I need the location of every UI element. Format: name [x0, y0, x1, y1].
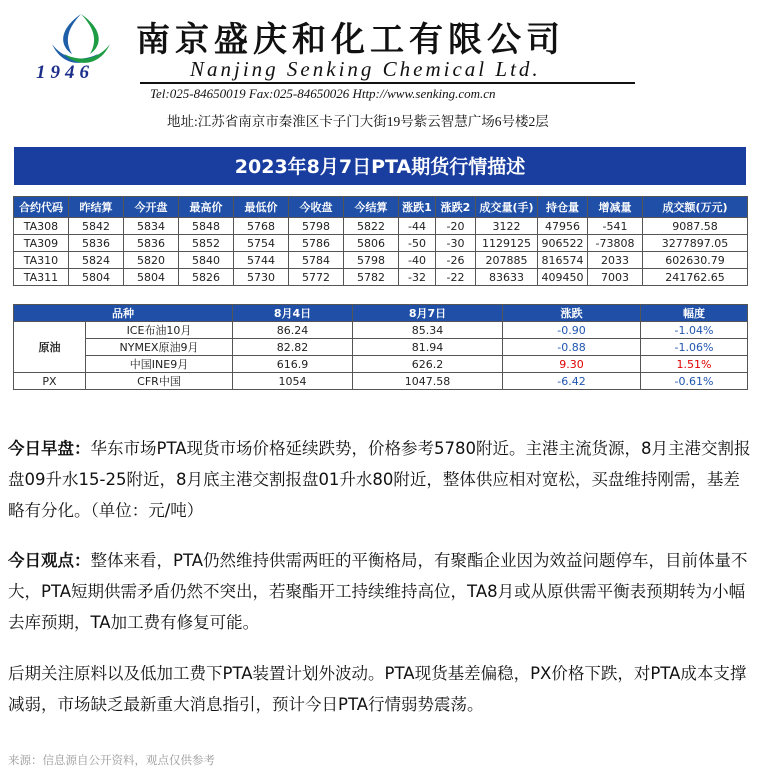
change-cell: -0.88	[503, 339, 641, 356]
table-cell: 5798	[344, 252, 399, 269]
commodity-table	[13, 304, 748, 390]
table-cell: -73808	[588, 235, 643, 252]
table-cell: 207885	[476, 252, 538, 269]
table-cell: 85.34	[353, 322, 503, 339]
futures-table	[13, 196, 748, 286]
table-cell: 1129125	[476, 235, 538, 252]
table-cell: 5772	[289, 269, 344, 286]
table-cell: 9087.58	[643, 218, 748, 235]
column-header: 成交量(手)	[476, 197, 538, 218]
percent-cell: 1.51%	[641, 356, 748, 373]
column-header: 8月7日	[353, 305, 503, 322]
table-cell: 81.94	[353, 339, 503, 356]
table-cell: 5848	[179, 218, 234, 235]
percent-cell: -1.04%	[641, 322, 748, 339]
table-cell: 5824	[69, 252, 124, 269]
percent-cell: -1.06%	[641, 339, 748, 356]
table-cell: 中国INE9月	[86, 356, 233, 373]
column-header: 涨跌	[503, 305, 641, 322]
table-cell: 82.82	[233, 339, 353, 356]
table-cell: 86.24	[233, 322, 353, 339]
table-cell: 409450	[538, 269, 588, 286]
table-cell: 3122	[476, 218, 538, 235]
outlook-paragraph: 后期关注原料以及低加工费下PTA装置计划外波动。PTA现货基差偏稳，PX价格下跌，对PTA成本支撑减弱，市场缺乏最新重大消息指引，预计今日PTA行情弱势震荡。	[8, 664, 747, 714]
contact-info: Tel:025-84650019 Fax:025-84650026 Http://www.senking.com.cn	[150, 86, 496, 101]
table-cell: 616.9	[233, 356, 353, 373]
column-header: 涨跌1	[399, 197, 436, 218]
table-cell: 5768	[234, 218, 289, 235]
table-cell: -541	[588, 218, 643, 235]
table-cell: 5744	[234, 252, 289, 269]
table-row	[14, 373, 748, 390]
table-cell: -30	[436, 235, 476, 252]
table-cell: 5822	[344, 218, 399, 235]
column-header: 昨结算	[69, 197, 124, 218]
table-row	[14, 218, 748, 235]
column-header: 品种	[14, 305, 233, 322]
table-cell: 5836	[69, 235, 124, 252]
table-cell: 5840	[179, 252, 234, 269]
view-paragraph	[8, 545, 753, 638]
table-cell: 816574	[538, 252, 588, 269]
table-row	[14, 339, 748, 356]
commodity-header-row	[14, 305, 748, 322]
table-cell: -44	[399, 218, 436, 235]
column-header: 涨跌2	[436, 197, 476, 218]
morning-label: 今日早盘：	[8, 439, 91, 458]
column-header: 幅度	[641, 305, 748, 322]
table-cell: 5782	[344, 269, 399, 286]
column-header: 成交额(万元)	[643, 197, 748, 218]
table-cell: -22	[436, 269, 476, 286]
table-cell: TA309	[14, 235, 69, 252]
table-cell: 83633	[476, 269, 538, 286]
column-header: 持仓量	[538, 197, 588, 218]
founding-year: 1946	[36, 62, 94, 83]
table-cell: 5820	[124, 252, 179, 269]
table-cell: 5804	[69, 269, 124, 286]
column-header: 增减量	[588, 197, 643, 218]
morning-paragraph	[8, 433, 753, 526]
table-cell: TA308	[14, 218, 69, 235]
percent-cell: -0.61%	[641, 373, 748, 390]
morning-text: 华东市场PTA现货市场价格延续跌势，价格参考5780附近。主港主流货源，8月主港交割报盘09升水15-25附近，8月底主港交割报盘01升水80附近，整体供应相对宽松，买盘维持刚需，基差略有分化。（单位：元/吨）	[8, 439, 751, 520]
table-cell: -40	[399, 252, 436, 269]
table-cell: 5804	[124, 269, 179, 286]
table-cell: 5730	[234, 269, 289, 286]
table-cell: 5826	[179, 269, 234, 286]
table-cell: 906522	[538, 235, 588, 252]
table-cell: 5834	[124, 218, 179, 235]
table-cell: 626.2	[353, 356, 503, 373]
table-cell: -20	[436, 218, 476, 235]
table-cell: 602630.79	[643, 252, 748, 269]
table-cell: 5784	[289, 252, 344, 269]
table-row	[14, 252, 748, 269]
table-cell: 241762.65	[643, 269, 748, 286]
column-header: 8月4日	[233, 305, 353, 322]
table-cell: -32	[399, 269, 436, 286]
header-divider	[140, 82, 635, 84]
change-cell: 9.30	[503, 356, 641, 373]
table-cell: 5836	[124, 235, 179, 252]
table-cell: 5754	[234, 235, 289, 252]
report-title: 2023年8月7日PTA期货行情描述	[13, 146, 747, 186]
table-cell: 5806	[344, 235, 399, 252]
table-cell: 1054	[233, 373, 353, 390]
letterhead	[0, 0, 759, 140]
column-header: 最低价	[234, 197, 289, 218]
column-header: 合约代码	[14, 197, 69, 218]
table-cell: 1047.58	[353, 373, 503, 390]
table-cell: 3277897.05	[643, 235, 748, 252]
table-row	[14, 269, 748, 286]
table-cell: 2033	[588, 252, 643, 269]
company-address: 地址:江苏省南京市秦淮区卡子门大街19号紫云智慧广场6号楼2层	[167, 114, 549, 129]
table-cell: -50	[399, 235, 436, 252]
table-cell: -26	[436, 252, 476, 269]
table-cell: NYMEX原油9月	[86, 339, 233, 356]
company-name-en: Nanjing Senking Chemical Ltd.	[190, 57, 541, 81]
table-cell: TA311	[14, 269, 69, 286]
group-label-px: PX	[14, 373, 86, 390]
table-cell: TA310	[14, 252, 69, 269]
change-cell: -0.90	[503, 322, 641, 339]
table-cell: CFR中国	[86, 373, 233, 390]
group-label-crude: 原油	[14, 322, 86, 373]
column-header: 今结算	[344, 197, 399, 218]
company-name-cn: 南京盛庆和化工有限公司	[136, 20, 565, 60]
table-cell: 5842	[69, 218, 124, 235]
column-header: 今收盘	[289, 197, 344, 218]
table-cell: ICE布油10月	[86, 322, 233, 339]
futures-header-row	[14, 197, 748, 218]
table-row	[14, 356, 748, 373]
column-header: 今开盘	[124, 197, 179, 218]
table-cell: 5786	[289, 235, 344, 252]
table-cell: 7003	[588, 269, 643, 286]
source-note: 来源：信息源自公开资料，观点仅供参考	[8, 753, 215, 767]
table-cell: 5852	[179, 235, 234, 252]
change-cell: -6.42	[503, 373, 641, 390]
table-cell: 47956	[538, 218, 588, 235]
view-text: 整体来看，PTA仍然维持供需两旺的平衡格局，有聚酯企业因为效益问题停车，目前体量不大，PTA短期供需矛盾仍然不突出，若聚酯开工持续维持高位，TA8月或从原供需平衡表预期转为小幅去库预期，TA加工费有修复可能。	[8, 551, 748, 632]
view-label: 今日观点：	[8, 551, 91, 570]
column-header: 最高价	[179, 197, 234, 218]
table-row	[14, 235, 748, 252]
table-cell: 5798	[289, 218, 344, 235]
table-row	[14, 322, 748, 339]
